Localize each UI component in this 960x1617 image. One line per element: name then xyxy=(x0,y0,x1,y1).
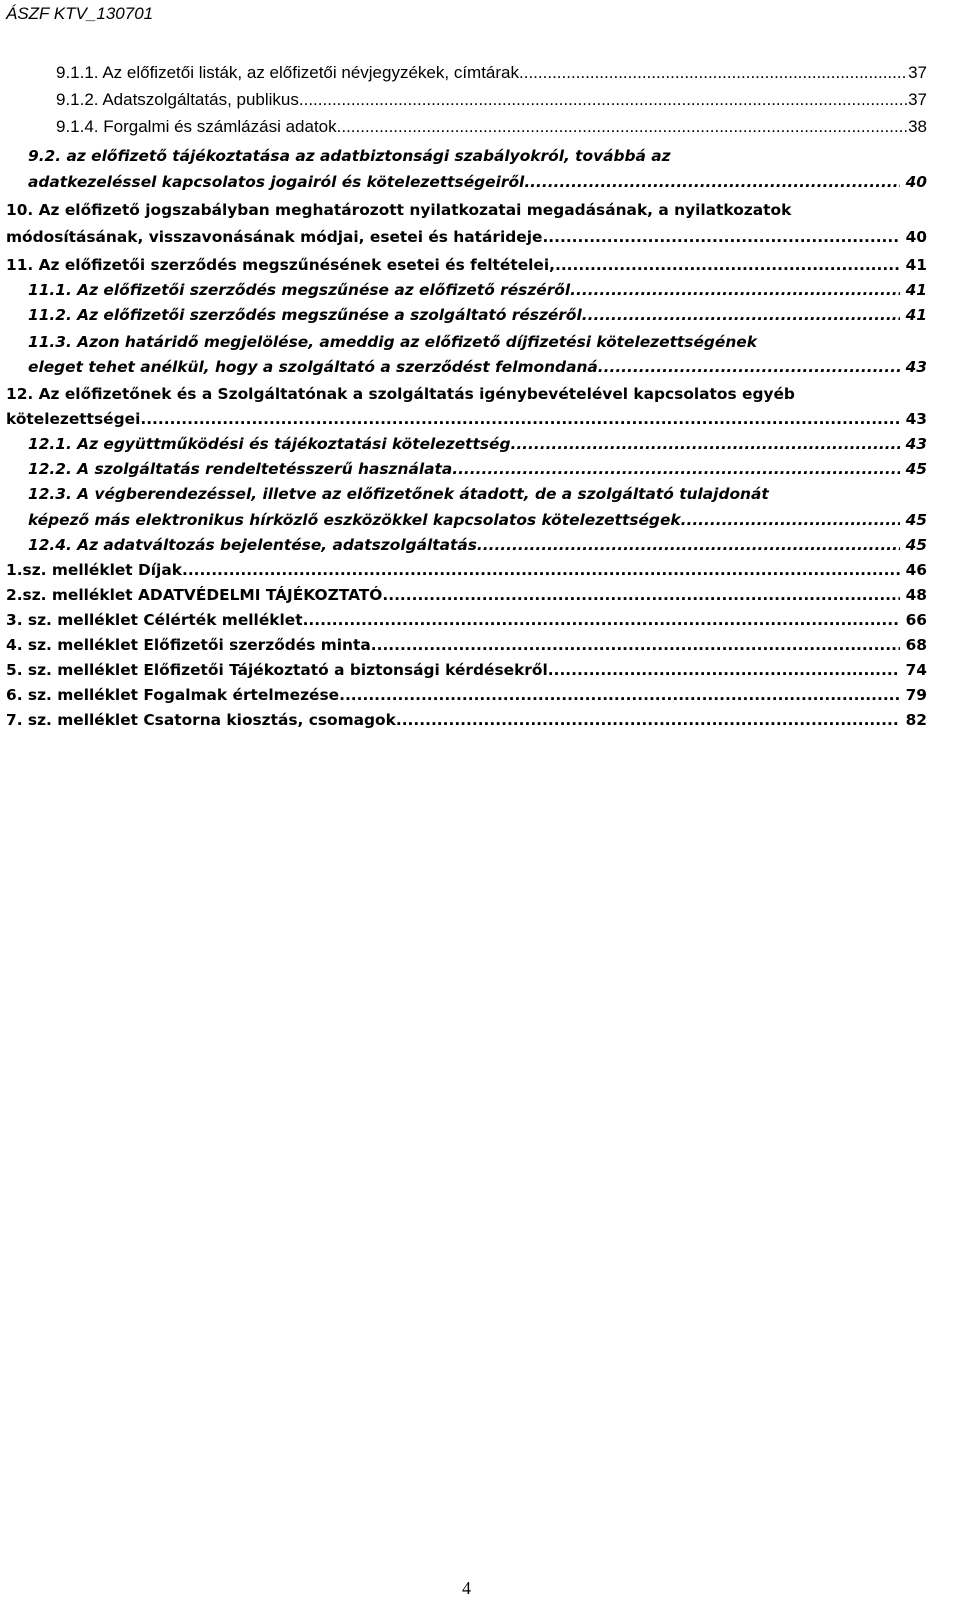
toc-entry xyxy=(56,90,927,110)
toc-leader-dots xyxy=(519,63,908,83)
toc-page-number: 38 xyxy=(908,117,927,136)
toc-entry-title: 11.3. Azon határidő megjelölése, ameddig az előfizető díjfizetési kötelezettségének xyxy=(28,333,757,351)
toc-page-number: 79 xyxy=(900,686,927,704)
toc-entry xyxy=(6,228,927,246)
toc-page-number: 41 xyxy=(900,256,927,274)
toc-entry-line xyxy=(6,385,927,403)
toc-entry-title: 7. sz. melléklet Csatorna kiosztás, csomagok xyxy=(6,711,396,729)
toc-entry-title: 9.1.1. Az előfizetői listák, az előfizetői névjegyzékek, címtárak xyxy=(56,63,520,82)
toc-entry-title: 11.2. Az előfizetői szerződés megszűnése a szolgáltató részéről xyxy=(28,306,582,324)
toc-entry-title: 11. Az előfizetői szerződés megszűnésének esetei és feltételei, xyxy=(6,256,555,274)
toc-entry-line xyxy=(28,147,927,165)
toc-leader-dots xyxy=(542,228,900,246)
toc-page-number: 37 xyxy=(908,90,927,109)
toc-entry-title: 9.2. az előfizető tájékoztatása az adatbiztonsági szabályokról, továbbá az xyxy=(28,147,671,165)
toc-entry xyxy=(28,281,927,299)
toc-entry xyxy=(6,586,927,604)
toc-page-number: 82 xyxy=(900,711,927,729)
toc-entry-title: 10. Az előfizető jogszabályban meghatározott nyilatkozatai megadásának, a nyilatkozatok xyxy=(6,201,792,219)
toc-entry xyxy=(28,435,927,453)
toc-leader-dots xyxy=(524,173,900,191)
toc-entry-title: 12. Az előfizetőnek és a Szolgáltatónak a szolgáltatás igénybevételével kapcsolatos egyéb xyxy=(6,385,795,403)
toc-entry-title: 2.sz. melléklet ADATVÉDELMI TÁJÉKOZTATÓ xyxy=(6,586,383,604)
toc-entry xyxy=(56,117,927,137)
toc-entry-line xyxy=(28,485,927,503)
toc-entry-line xyxy=(6,201,927,219)
toc-page-number: 68 xyxy=(900,636,927,654)
toc-entry-title: eleget tehet anélkül, hogy a szolgáltató a szerződést felmondaná xyxy=(28,358,598,376)
toc-entry xyxy=(28,511,927,529)
toc-entry-title: 12.4. Az adatváltozás bejelentése, adatszolgáltatás xyxy=(28,536,477,554)
toc-entry xyxy=(28,358,927,376)
toc-entry-line xyxy=(28,333,927,351)
toc-leader-dots xyxy=(339,686,900,704)
toc-page-number: 74 xyxy=(900,661,927,679)
toc-entry-title: 3. sz. melléklet Célérték melléklet xyxy=(6,611,303,629)
toc-leader-dots xyxy=(140,410,900,428)
toc-entry-title: 9.1.2. Adatszolgáltatás, publikus xyxy=(56,90,299,109)
toc-page-number: 43 xyxy=(900,410,927,428)
toc-entry xyxy=(6,611,927,629)
toc-entry-title: adatkezeléssel kapcsolatos jogairól és kötelezettségeiről xyxy=(28,173,525,191)
toc-page-number: 40 xyxy=(900,228,927,246)
toc-entry-title: 1.sz. melléklet Díjak xyxy=(6,561,182,579)
toc-entry xyxy=(56,63,927,83)
toc-entry xyxy=(6,711,927,729)
toc-leader-dots xyxy=(548,661,900,679)
toc-leader-dots xyxy=(299,90,908,110)
toc-entry-title: 12.1. Az együttműködési és tájékoztatási kötelezettség xyxy=(28,435,511,453)
toc-leader-dots xyxy=(510,435,900,453)
page-number: 4 xyxy=(462,1578,471,1598)
toc-page-number: 41 xyxy=(900,306,927,324)
toc-leader-dots xyxy=(582,306,900,324)
toc-leader-dots xyxy=(681,511,901,529)
toc-entry-title: 6. sz. melléklet Fogalmak értelmezése xyxy=(6,686,340,704)
toc-entry-title: 5. sz. melléklet Előfizetői Tájékoztató a biztonsági kérdésekről xyxy=(6,661,548,679)
toc-entry-title: 12.3. A végberendezéssel, illetve az előfizetőnek átadott, de a szolgáltató tulajdonát xyxy=(28,485,769,503)
toc-entry xyxy=(28,173,927,191)
toc-page-number: 48 xyxy=(900,586,927,604)
toc-page-number: 37 xyxy=(908,63,927,82)
toc-entry-title: 12.2. A szolgáltatás rendeltetésszerű használata xyxy=(28,460,453,478)
toc-page-number: 46 xyxy=(900,561,927,579)
document-header: ÁSZF KTV_130701 xyxy=(6,4,154,23)
toc-leader-dots xyxy=(598,358,900,376)
toc-entry-title: 11.1. Az előfizetői szerződés megszűnése az előfizető részéről xyxy=(28,281,571,299)
toc-entry xyxy=(6,661,927,679)
toc-leader-dots xyxy=(396,711,900,729)
toc-leader-dots xyxy=(452,460,900,478)
toc-entry-title: 4. sz. melléklet Előfizetői szerződés minta xyxy=(6,636,371,654)
toc-entry xyxy=(6,256,927,274)
toc-leader-dots xyxy=(303,611,901,629)
toc-page-number: 66 xyxy=(900,611,927,629)
toc-page-number: 40 xyxy=(900,173,927,191)
toc-entry-title: módosításának, visszavonásának módjai, esetei és határideje xyxy=(6,228,543,246)
toc-entry-title: 9.1.4. Forgalmi és számlázási adatok xyxy=(56,117,337,136)
toc-page-number: 45 xyxy=(900,511,927,529)
toc-entry xyxy=(6,686,927,704)
toc-page-number: 45 xyxy=(900,460,927,478)
toc-leader-dots xyxy=(371,636,900,654)
toc-leader-dots xyxy=(337,117,908,137)
toc-entry-title: képező más elektronikus hírközlő eszközökkel kapcsolatos kötelezettségek xyxy=(28,511,681,529)
toc-page-number: 45 xyxy=(900,536,927,554)
toc-entry xyxy=(6,636,927,654)
toc-leader-dots xyxy=(477,536,900,554)
toc-leader-dots xyxy=(382,586,900,604)
toc-leader-dots xyxy=(570,281,900,299)
toc-entry xyxy=(6,561,927,579)
toc-page-number: 41 xyxy=(900,281,927,299)
toc-entry xyxy=(28,536,927,554)
toc-entry xyxy=(28,306,927,324)
toc-page-number: 43 xyxy=(900,358,927,376)
toc-entry xyxy=(28,460,927,478)
toc-entry xyxy=(6,410,927,428)
toc-entry-title: kötelezettségei xyxy=(6,410,141,428)
toc-leader-dots xyxy=(182,561,900,579)
toc-leader-dots xyxy=(555,256,900,274)
toc-page-number: 43 xyxy=(900,435,927,453)
